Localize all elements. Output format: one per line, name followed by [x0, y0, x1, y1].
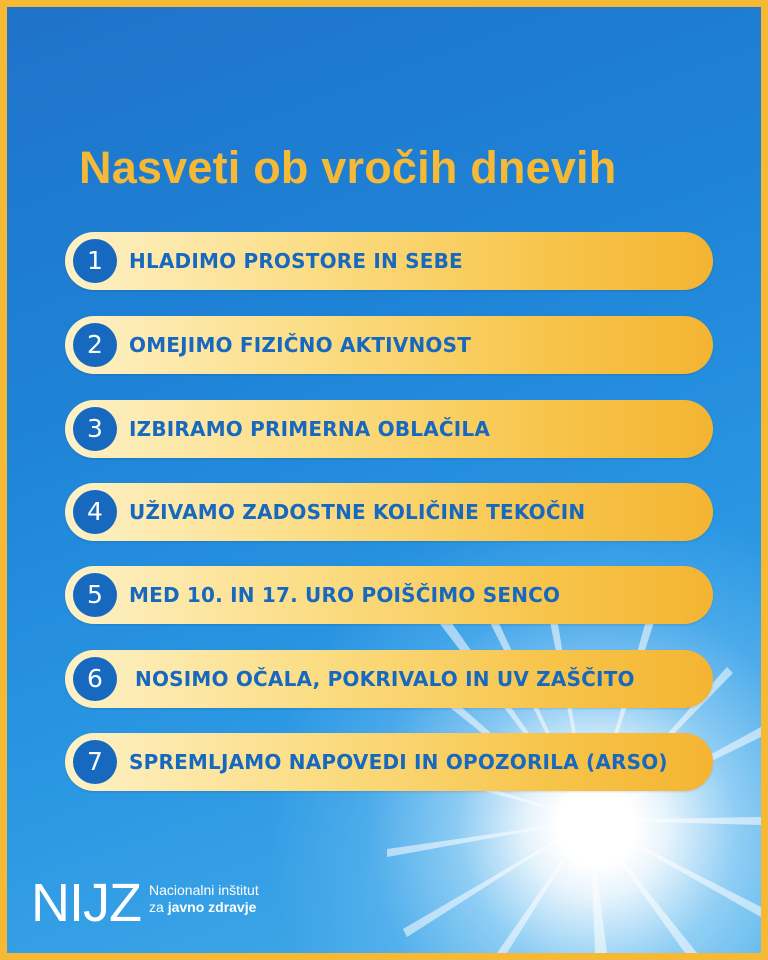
logo-line-2-prefix: za	[149, 899, 168, 915]
tip-label: IZBIRAMO PRIMERNA OBLAČILA	[129, 417, 491, 441]
tips-list	[7, 7, 761, 953]
logo-line-2-bold: javno zdravje	[167, 899, 257, 915]
tip-label: UŽIVAMO ZADOSTNE KOLIČINE TEKOČIN	[129, 500, 586, 524]
tip-number-badge: 6	[73, 657, 117, 701]
tip-item-3	[65, 400, 713, 458]
tip-number-badge: 4	[73, 490, 117, 534]
tip-number-badge: 1	[73, 239, 117, 283]
page-title: Nasveti ob vročih dnevih	[79, 142, 617, 193]
logo-text	[149, 882, 259, 916]
tip-number-badge: 3	[73, 407, 117, 451]
tip-label: NOSIMO OČALA, POKRIVALO IN UV ZAŠČITO	[135, 667, 635, 691]
tip-item-7	[65, 733, 713, 791]
tip-item-6	[65, 650, 713, 708]
logo-line-2	[149, 899, 259, 916]
tip-item-5	[65, 566, 713, 624]
tip-item-1	[65, 232, 713, 290]
tip-label: HLADIMO PROSTORE IN SEBE	[129, 249, 463, 273]
logo-line-1: Nacionalni inštitut	[149, 882, 259, 898]
tip-item-4	[65, 483, 713, 541]
logo-mark: NIJZ	[31, 873, 141, 933]
tip-number-badge: 7	[73, 740, 117, 784]
tip-number-badge: 5	[73, 573, 117, 617]
tip-item-2	[65, 316, 713, 374]
tip-label: SPREMLJAMO NAPOVEDI IN OPOZORILA (ARSO)	[129, 750, 668, 774]
tip-label: OMEJIMO FIZIČNO AKTIVNOST	[129, 333, 472, 357]
tip-label: MED 10. IN 17. URO POIŠČIMO SENCO	[129, 583, 561, 607]
tip-number-badge: 2	[73, 323, 117, 367]
